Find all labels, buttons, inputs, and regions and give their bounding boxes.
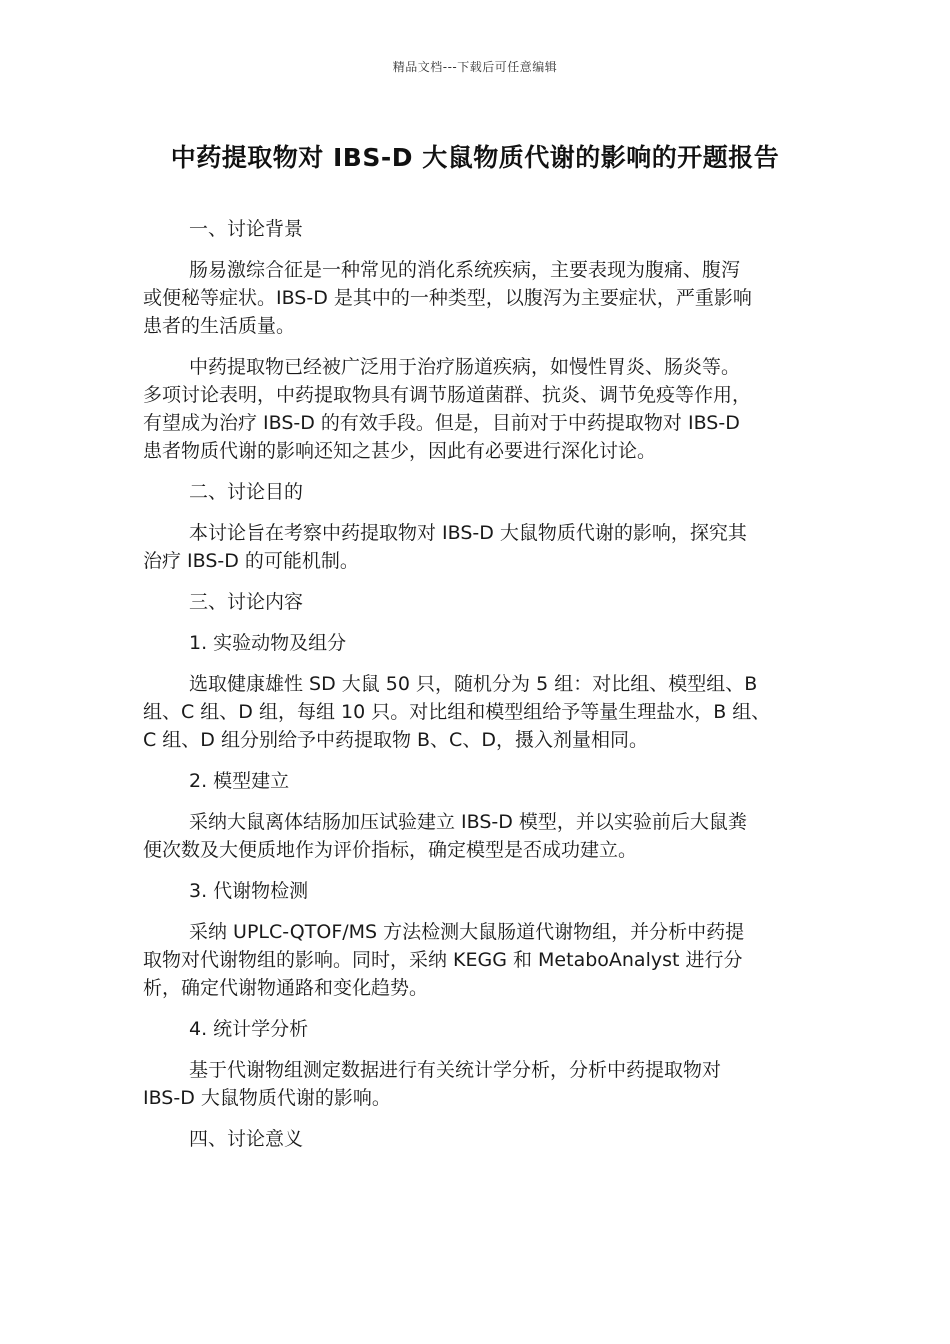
section-heading-content: 三、讨论内容 xyxy=(189,591,304,613)
text-line: 选取健康雄性 SD 大鼠 50 只，随机分为 5 组：对比组、模型组、B xyxy=(189,673,758,695)
text-line: 采纳大鼠离体结肠加压试验建立 IBS-D 模型，并以实验前后大鼠粪 xyxy=(189,811,747,833)
subheading-animals: 1. 实验动物及组分 xyxy=(189,632,347,654)
text-line: 中药提取物已经被广泛用于治疗肠道疾病，如慢性胃炎、肠炎等。 xyxy=(189,356,741,378)
text-line: C 组、D 组分别给予中药提取物 B、C、D，摄入剂量相同。 xyxy=(143,729,648,751)
paragraph-statistics xyxy=(143,1056,811,1112)
text-line: 取物对代谢物组的影响。同时，采纳 KEGG 和 MetaboAnalyst 进行分 xyxy=(143,949,743,971)
text-line: 多项讨论表明，中药提取物具有调节肠道菌群、抗炎、调节免疫等作用， xyxy=(143,384,752,406)
text-line: 肠易激综合征是一种常见的消化系统疾病，主要表现为腹痛、腹泻 xyxy=(189,259,741,281)
document-title: 中药提取物对 IBS-D 大鼠物质代谢的影响的开题报告 xyxy=(170,143,780,172)
text-line: 采纳 UPLC-QTOF/MS 方法检测大鼠肠道代谢物组，并分析中药提 xyxy=(189,921,745,943)
subheading-metabolite-detection: 3. 代谢物检测 xyxy=(189,880,309,902)
paragraph-metabolite-detection xyxy=(143,918,811,1002)
text-line: 有望成为治疗 IBS-D 的有效手段。但是，目前对于中药提取物对 IBS-D xyxy=(143,412,740,434)
text-line: 患者的生活质量。 xyxy=(143,315,296,337)
subheading-statistics: 4. 统计学分析 xyxy=(189,1018,309,1040)
header-note: 精品文档---下载后可任意编辑 xyxy=(392,60,558,74)
document-body xyxy=(143,215,811,1166)
text-line: 或便秘等症状。IBS-D 是其中的一种类型，以腹泻为主要症状，严重影响 xyxy=(143,287,752,309)
text-line: 患者物质代谢的影响还知之甚少，因此有必要进行深化讨论。 xyxy=(143,440,657,462)
text-line: 治疗 IBS-D 的可能机制。 xyxy=(143,550,359,572)
text-line: IBS-D 大鼠物质代谢的影响。 xyxy=(143,1087,391,1109)
paragraph-purpose xyxy=(143,519,811,575)
paragraph-model xyxy=(143,808,811,864)
text-line: 组、C 组、D 组，每组 10 只。对比组和模型组给予等量生理盐水，B 组、 xyxy=(143,701,771,723)
subheading-model: 2. 模型建立 xyxy=(189,770,290,792)
section-heading-significance: 四、讨论意义 xyxy=(189,1128,304,1150)
section-heading-background: 一、讨论背景 xyxy=(189,218,304,240)
section-heading-purpose: 二、讨论目的 xyxy=(189,481,304,503)
text-line: 析，确定代谢物通路和变化趋势。 xyxy=(143,977,429,999)
text-line: 便次数及大便质地作为评价指标，确定模型是否成功建立。 xyxy=(143,839,638,861)
text-line: 基于代谢物组测定数据进行有关统计学分析，分析中药提取物对 xyxy=(189,1059,722,1081)
text-line: 本讨论旨在考察中药提取物对 IBS-D 大鼠物质代谢的影响，探究其 xyxy=(189,522,747,544)
paragraph-background-1 xyxy=(143,256,811,340)
paragraph-background-2 xyxy=(143,353,811,465)
paragraph-animals xyxy=(143,670,811,754)
